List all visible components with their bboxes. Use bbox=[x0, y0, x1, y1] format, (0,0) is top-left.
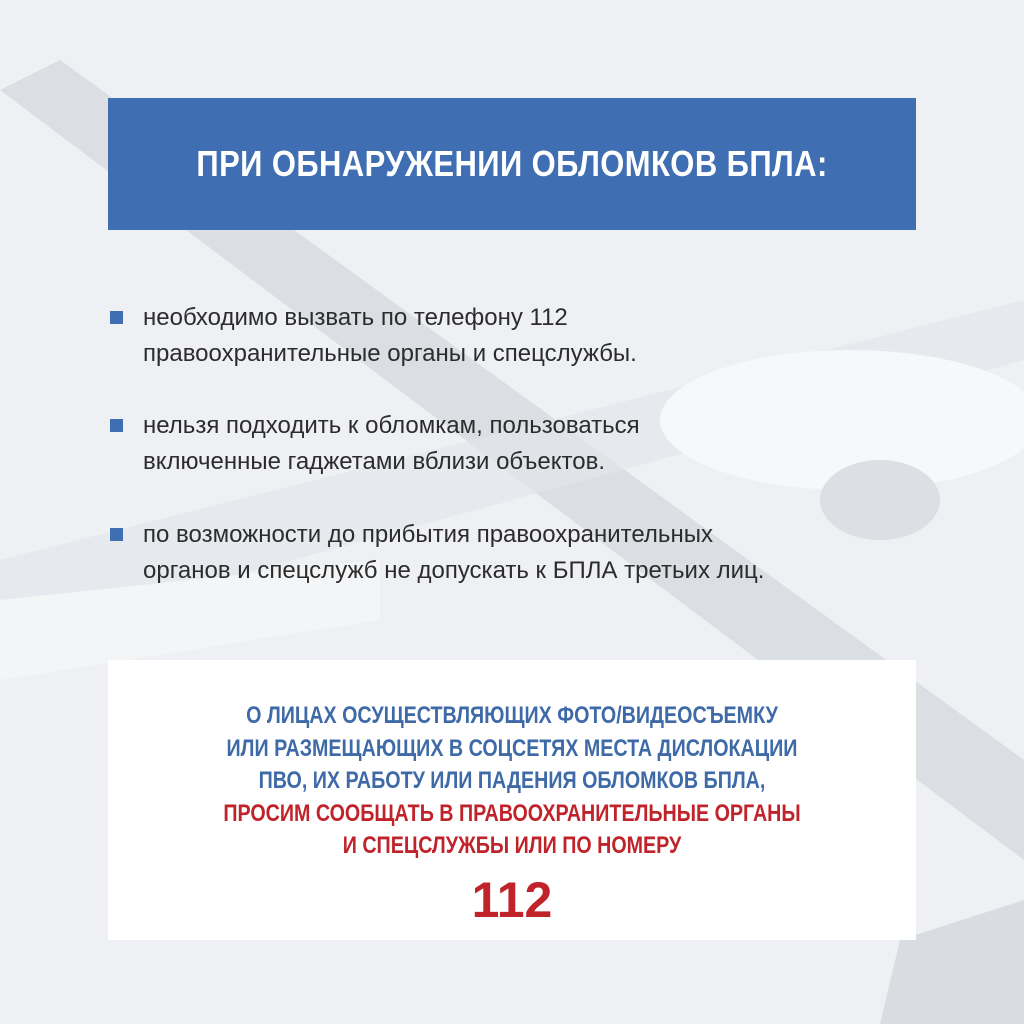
list-item bbox=[108, 517, 908, 589]
list-item-line: включенные гаджетами вблизи объектов. bbox=[143, 448, 605, 475]
notice-line: О ЛИЦАХ ОСУЩЕСТВЛЯЮЩИХ ФОТО/ВИДЕОСЪЕМКУ bbox=[246, 702, 778, 729]
list-item-line: по возможности до прибытия правоохранительных bbox=[143, 521, 713, 548]
list-item bbox=[108, 300, 908, 372]
page-title: ПРИ ОБНАРУЖЕНИИ ОБЛОМКОВ БПЛА: bbox=[196, 143, 828, 184]
bullet-square-icon bbox=[110, 311, 123, 324]
notice-line-red: ПРОСИМ СООБЩАТЬ В ПРАВООХРАНИТЕЛЬНЫЕ ОРГАНЫ bbox=[223, 799, 801, 827]
notice-line: ИЛИ РАЗМЕЩАЮЩИХ В СОЦСЕТЯХ МЕСТА ДИСЛОКАЦИИ bbox=[226, 734, 798, 762]
notice-box bbox=[108, 660, 916, 940]
title-banner bbox=[108, 98, 916, 230]
bullet-square-icon bbox=[110, 528, 123, 541]
list-item-line: нельзя подходить к обломкам, пользоваться bbox=[143, 412, 640, 439]
emergency-phone-number: 112 bbox=[471, 871, 553, 928]
list-item bbox=[108, 408, 908, 480]
list-item-line: органов и спецслужб не допускать к БПЛА третьих лиц. bbox=[143, 557, 765, 584]
bullet-square-icon bbox=[110, 419, 123, 432]
notice-line: ПВО, ИХ РАБОТУ ИЛИ ПАДЕНИЯ ОБЛОМКОВ БПЛА, bbox=[258, 767, 766, 794]
list-item-line: необходимо вызвать по телефону 112 bbox=[143, 304, 568, 331]
notice-line-red: И СПЕЦСЛУЖБЫ ИЛИ ПО НОМЕРУ bbox=[342, 832, 682, 859]
list-item-line: правоохранительные органы и спецслужбы. bbox=[143, 340, 637, 367]
